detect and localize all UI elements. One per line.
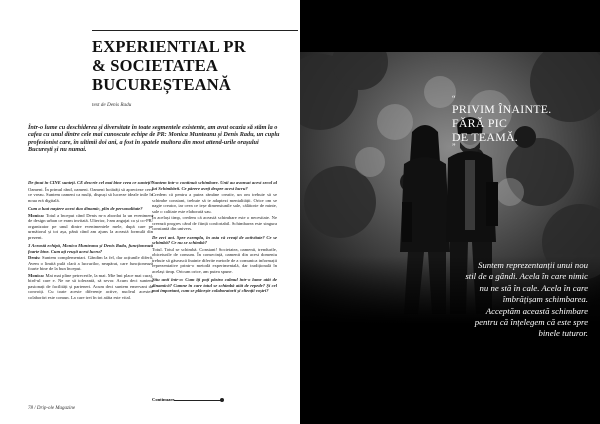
left-text-column — [28, 180, 153, 300]
interview-question: Știu unii într-o: Cum îți poți păstra calmul într-o lume atât de dinamică? Cumne în care totul se schimbă atât de repede? Și cel mai important, cum se plăcește colaboratorii și clienții voștri? — [152, 277, 277, 293]
interview-question: De zeci ani. Spre exemplu, în asta vă creați de activitate? Ce se schimbă? Ce nu se schimbă? — [152, 234, 277, 245]
interview-answer: Oameni. În primul rând, oameni. Oameni hotărâți să aprecieze ceea ce vreau. Suntem oameni ca mulți, dispuși să lucreze ideale inile în noua eră digitală. — [28, 186, 153, 203]
page-footer: 78 / Drip-ole Magazine — [28, 406, 76, 411]
pull-quote-line: binele tuturor. — [538, 328, 588, 339]
pull-quote-line: FĂRĂ PIC — [452, 116, 508, 130]
open-quote-mark: “ — [452, 94, 456, 103]
interview-answer: Totul. Totul se schimbă. Constant! Societatea, oamenii, trendurile, obiceiurile de consum. În consecință, oamenii din acest domeniu trebuie să găsească înainte diferite metode de a comunica informații reprezentative printr-o metodă experimentală, dar tradițională în același timp. Oricum orice, am putea spune. — [152, 246, 277, 274]
speaker-name: Monica: — [28, 212, 45, 218]
pull-quote-line: Acceptăm această schimbare — [485, 305, 588, 316]
answer-text: Totul a început când Denis m-a abordat la un eveniment de design urban ce eram invitată. Ulterior, l-am angajat ca și co-PR/ organizator pe unul dintre evenimentele mele, după care pe următorul și tot așa, până când am ajuns la această formulă din prezent. — [28, 212, 153, 240]
lead-paragraph: Într-o lume cu deschiderea și diversitate în toate segmentele existente, am avut ocazia să stăm la o cafea cu unul dintre cele mai cunoscute echipe de PR: Monica Munteanu și Denis Radu, un cuplu profesionist care, în ultimii doi ani, a fost în spatele multora din most attend-urile orașului București și nu numai. — [28, 124, 280, 154]
continuation-rule — [174, 400, 222, 401]
interview-answer: În același timp, credem că această schimbare este o necesitate. Ne creează progres când de ființă confortabil. Schimbarea este singura constantă din univers. — [152, 215, 277, 231]
speaker-name: Monica: — [28, 272, 45, 278]
pull-quote-line: îmbrățișam schimbarea. — [502, 294, 588, 305]
pull-quote-line: stil de a gândi. Acela în care nimic — [465, 271, 588, 282]
byline: text de Denis Radu — [92, 102, 132, 108]
close-quote-mark: ” — [452, 142, 456, 151]
pull-quote-line: PRIVIM ÎNAINTE. — [452, 102, 552, 116]
right-page — [300, 0, 600, 424]
right-text-column — [152, 180, 277, 294]
interview-question: 3 Această echipă, Monica Munteanu și Denis Radu, funcționează foarte bine. Cum ați reușit acest lucru? — [28, 243, 153, 254]
interview-answer: Credem că pentru a putea rămâne creativ, un om trebuie să se schimbe constant, trebuie să te adaptezi mentalității. Orice om se nagte creator, iar ceea ce ieșe dimensiunile sale, călătorie de minte, sale o calitate este elaborată sau. — [152, 192, 277, 214]
interview-answer — [28, 213, 153, 241]
article-title-line: & SOCIETATEA — [92, 56, 219, 75]
interview-question: Suntem într-o continuă schimbare. Unii au avansat acest secol al lui Schimbării. Ce părere aveți despre acest lucru? — [152, 180, 277, 191]
interview-answer — [28, 255, 153, 272]
article-title-line: BUCUREȘTEANĂ — [92, 75, 232, 94]
continuation-label: Continuare — [152, 397, 175, 402]
pull-quote-line: pentru că înțelegem că este spre — [474, 317, 588, 328]
article-title-line: EXPERIENTIAL PR — [92, 37, 246, 56]
pull-quote-top — [452, 96, 600, 150]
pull-quote-bottom — [402, 260, 588, 340]
interview-question: Cum a luat naștere acest duo dinamic, plin de personalitate? — [28, 206, 143, 211]
continuation-dot — [220, 398, 224, 402]
answer-text: Mai mai pline petrecerile, la mai. Mie îmi place mai curaj, bird-ul care e. Ne ne să tolerantă, să sevor. Acum deci suntem pasionați de facilități și parteneri. Acum deci suntem emervant de convoiți. Cu toate aceste diferențe active, nucleul acesteii colaborări este comun. La care trei în tot atâta este vital. — [28, 272, 153, 300]
pull-quote-line: nu ne stă în cale. Acela în care — [479, 282, 588, 293]
pull-quote-line: Suntem reprezentanții unui nou — [477, 260, 588, 270]
pull-quote-line: DE TEAMĂ. — [452, 130, 519, 144]
speaker-name: Denis: — [28, 255, 41, 260]
title-rule — [92, 30, 298, 31]
answer-text: Suntem complementari. Gândim la fel, dar acțiunile diferă. Avem o limită pulă clară a lucrurilor, neapărat, care funcționează foarte bine de la bun început. — [28, 255, 153, 271]
interview-answer — [28, 273, 153, 301]
interview-question: De ținut în CINE sunteți. CE descrie cel mai bine ceea ce sunteți? — [28, 180, 153, 185]
article-title — [92, 37, 302, 94]
